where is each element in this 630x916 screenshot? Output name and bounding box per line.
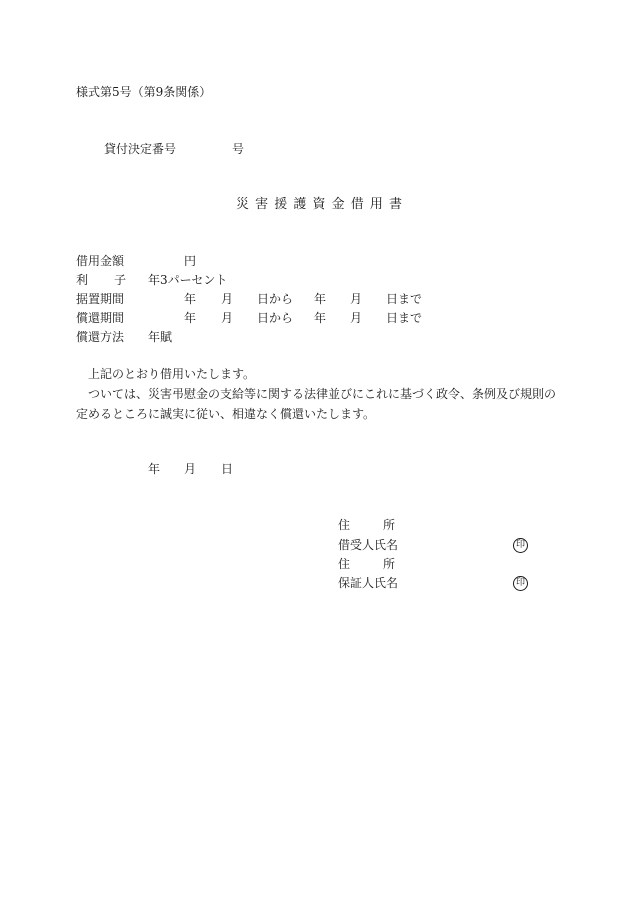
method-value: 年賦 [148, 330, 173, 344]
guarantor-name-label: 保証人氏名 [338, 576, 399, 590]
repayment-from: 日から [257, 311, 294, 325]
date-day: 日 [221, 462, 234, 476]
repayment-until: 日まで [386, 311, 423, 325]
borrower-address-label-b: 所 [383, 518, 396, 532]
repayment-year2: 年 [314, 311, 327, 325]
deferment-month: 月 [221, 292, 234, 306]
method-label: 償還方法 [76, 330, 125, 344]
repayment-label: 償還期間 [76, 311, 125, 325]
body-line-3: 定めるところに誠実に従い、相違なく償還いたします。 [76, 407, 376, 421]
deferment-year: 年 [184, 292, 197, 306]
body-line-2: ついては、災害弔慰金の支給等に関する法律並びにこれに基づく政令、条例及び規則の [88, 387, 557, 401]
guarantor-seal-icon: 印 [513, 576, 528, 591]
guarantor-address-label-a: 住 [338, 557, 351, 571]
date-month: 月 [184, 462, 197, 476]
borrower-seal-icon: 印 [513, 538, 528, 553]
interest-label-b: 子 [114, 273, 127, 287]
amount-unit: 円 [184, 254, 197, 268]
borrower-address-label-a: 住 [338, 518, 351, 532]
borrower-name-label: 借受人氏名 [338, 538, 399, 552]
deferment-label: 据置期間 [76, 292, 125, 306]
interest-value: 年3パーセント [148, 273, 228, 287]
amount-label: 借用金額 [76, 254, 125, 268]
repayment-month: 月 [221, 311, 234, 325]
deferment-from: 日から [257, 292, 294, 306]
form-number: 様式第5号（第9条関係） [76, 85, 212, 99]
deferment-month2: 月 [350, 292, 363, 306]
interest-label-a: 利 [76, 273, 89, 287]
deferment-year2: 年 [314, 292, 327, 306]
repayment-month2: 月 [350, 311, 363, 325]
deferment-until: 日まで [386, 292, 423, 306]
document-title: 災 害 援 護 資 金 借 用 書 [236, 197, 404, 212]
body-line-1: 上記のとおり借用いたします。 [88, 367, 256, 381]
date-year: 年 [148, 462, 161, 476]
loan-decision-label: 貸付決定番号 [104, 142, 177, 156]
loan-decision-suffix: 号 [232, 142, 245, 156]
repayment-year: 年 [184, 311, 197, 325]
guarantor-address-label-b: 所 [383, 557, 396, 571]
